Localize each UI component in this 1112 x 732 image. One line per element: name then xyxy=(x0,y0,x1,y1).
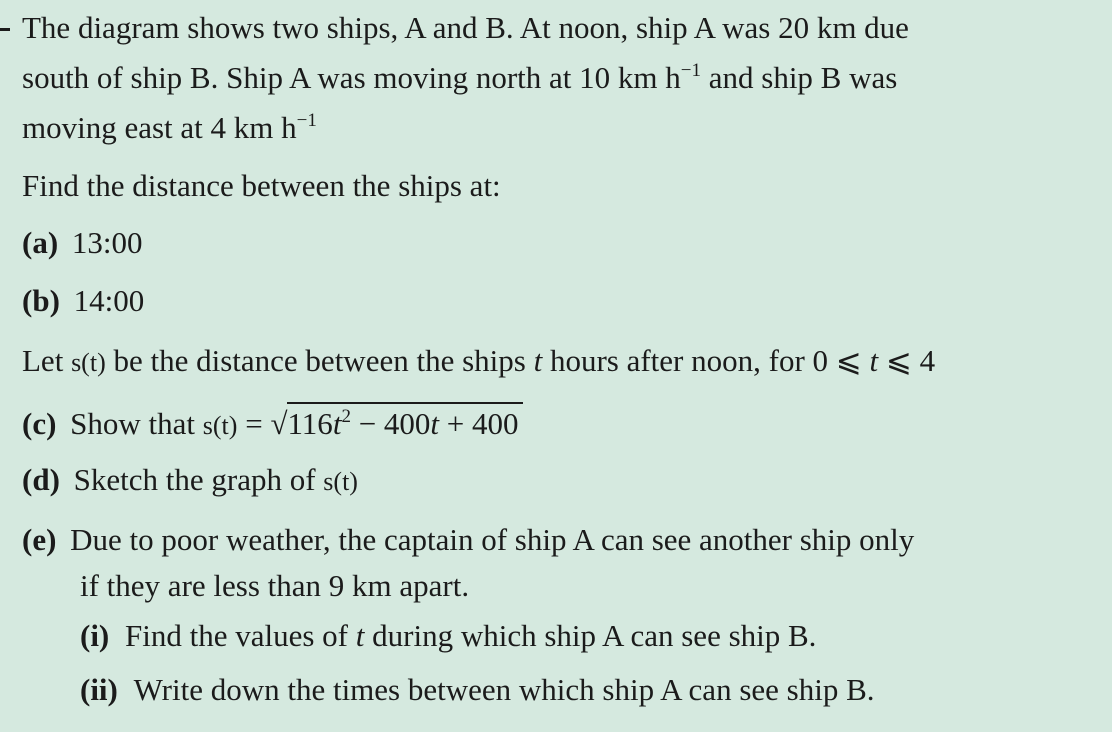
part-b-text: 14:00 xyxy=(73,283,145,318)
radicand-exponent: 2 xyxy=(341,406,351,427)
radicand-middle: − 400 xyxy=(350,406,431,441)
part-c-label: (c) xyxy=(22,406,57,441)
intro-line-3 xyxy=(22,110,317,146)
definition-text-4: ⩽ 4 xyxy=(878,343,936,378)
intro-line-1: The diagram shows two ships, A and B. At noon, ship A was 20 km due xyxy=(22,10,909,45)
part-d xyxy=(22,462,358,500)
part-e-ii-text: Write down the times between which ship A can see ship B. xyxy=(133,672,875,707)
part-c-text: Show that xyxy=(70,406,203,441)
part-e-i-label: (i) xyxy=(80,618,110,653)
part-e-ii xyxy=(80,672,875,708)
part-e-i-variable-t: t xyxy=(355,618,365,653)
bullet-mark xyxy=(0,28,10,31)
intro-line-3-text: moving east at 4 km h xyxy=(22,110,297,145)
intro-line-2-rest: and ship B was xyxy=(701,60,898,95)
definition-function: s(t) xyxy=(71,348,106,377)
intro-line-2-superscript: −1 xyxy=(680,60,701,81)
part-e-i xyxy=(80,618,816,654)
part-e xyxy=(22,522,914,558)
radicand-constant: + 400 xyxy=(439,406,519,441)
definition-text-3: hours after noon, for 0 ⩽ xyxy=(542,343,870,378)
definition-text-2: be the distance between the ships xyxy=(105,343,534,378)
part-e-text-line-2: if they are less than 9 km apart. xyxy=(80,568,470,603)
radicand-t1: t xyxy=(332,406,342,441)
part-c xyxy=(22,402,523,444)
part-c-function: s(t) xyxy=(202,411,238,440)
part-c-equals: = xyxy=(237,406,271,441)
intro-line-2 xyxy=(22,60,897,96)
radicand-coef: 116 xyxy=(287,406,333,441)
part-a-text: 13:00 xyxy=(71,225,143,260)
definition-variable-t2: t xyxy=(869,343,879,378)
square-root xyxy=(270,402,522,442)
part-e-text-line-1: Due to poor weather, the captain of ship A can see another ship only xyxy=(70,522,915,557)
question-prompt: Find the distance between the ships at: xyxy=(22,168,501,203)
part-a-label: (a) xyxy=(22,225,59,260)
part-e-ii-label: (ii) xyxy=(80,672,118,707)
definition-line xyxy=(22,343,935,381)
part-d-function: s(t) xyxy=(323,467,358,496)
intro-line-2-text: south of ship B. Ship A was moving north at 10 km h xyxy=(22,60,681,95)
part-b xyxy=(22,283,144,319)
part-e-i-text-2: during which ship A can see ship B. xyxy=(364,618,817,653)
part-e-label: (e) xyxy=(22,522,57,557)
definition-text-1: Let xyxy=(22,343,72,378)
intro-line-3-superscript: −1 xyxy=(296,110,317,131)
radical-sign: √ xyxy=(270,406,288,441)
part-d-text: Sketch the graph of xyxy=(73,462,324,497)
radicand-t2: t xyxy=(430,406,440,441)
part-e-i-text-1: Find the values of xyxy=(125,618,356,653)
part-b-label: (b) xyxy=(22,283,60,318)
part-a xyxy=(22,225,143,261)
definition-variable-t: t xyxy=(533,343,543,378)
part-d-label: (d) xyxy=(22,462,60,497)
radicand xyxy=(287,402,522,442)
